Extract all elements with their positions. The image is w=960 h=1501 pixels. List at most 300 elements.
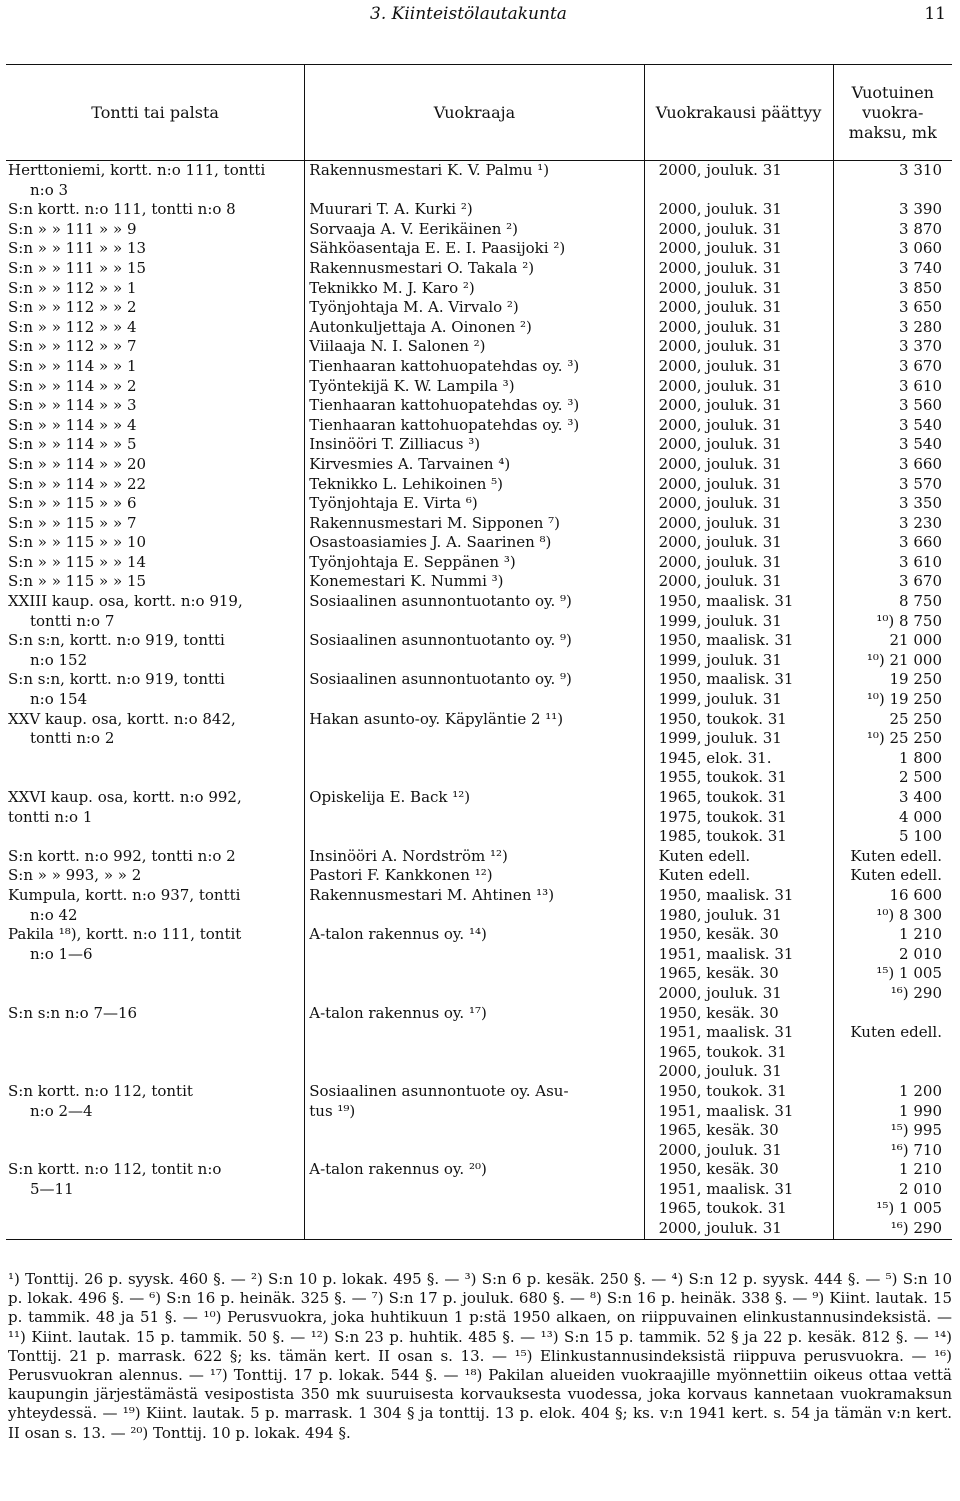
rent-cell-line: 2 010 (899, 1179, 942, 1198)
plot-cell-line: S:n » » 112 » » 7 (8, 337, 137, 356)
plot-cell-line: tontti n:o 1 (8, 807, 93, 826)
plot-cell (6, 161, 305, 201)
tenant-cell-line: Sorvaaja A. V. Eerikäinen ²) (309, 219, 519, 238)
period-cell-line: 1950, toukok. 31 (658, 709, 787, 728)
rent-cell-line: 3 310 (899, 161, 942, 179)
table-row (6, 1082, 952, 1160)
plot-cell-line: n:o 2—4 (30, 1101, 93, 1120)
column-header-rent: Vuotuinen vuokra- maksu, mk (833, 65, 952, 161)
tenant-cell (305, 925, 644, 1003)
tenant-cell (305, 239, 644, 259)
rent-cell-line: ¹⁶) 290 (890, 1219, 942, 1238)
table-row (6, 553, 952, 573)
rent-cell-line: 3 230 (899, 513, 942, 532)
period-cell-line: 1955, toukok. 31 (658, 768, 787, 787)
tenant-cell (305, 1004, 644, 1082)
rent-cell-line: 3 540 (899, 435, 942, 454)
rent-cell-line (838, 1004, 942, 1024)
period-cell-line: 2000, jouluk. 31 (658, 317, 782, 336)
rent-cell-line (838, 1062, 942, 1082)
plot-cell (6, 279, 305, 299)
tenant-cell-line: tus ¹⁹) (309, 1101, 356, 1120)
tenant-cell-line: Insinööri A. Nordström ¹²) (309, 846, 508, 865)
rent-cell (833, 396, 952, 416)
tenant-cell (305, 337, 644, 357)
rent-cell-line: 3 740 (899, 258, 942, 277)
tenant-cell-line: Työnjohtaja E. Seppänen ³) (309, 552, 516, 571)
rent-cell-line: ¹⁵) 1 005 (876, 1199, 942, 1218)
period-cell-line: 1951, maalisk. 31 (658, 1023, 794, 1042)
plot-cell-line: S:n kortt. n:o 112, tontit (8, 1081, 193, 1100)
tenant-cell (305, 377, 644, 397)
period-cell (644, 553, 833, 573)
tenant-cell-line: Työnjohtaja E. Virta ⁶) (309, 494, 478, 513)
plot-cell (6, 357, 305, 377)
rent-cell-line: 1 210 (899, 1160, 942, 1179)
period-cell-line: 2000, jouluk. 31 (658, 396, 782, 415)
rent-cell (833, 866, 952, 886)
plot-cell (6, 435, 305, 455)
rent-cell (833, 710, 952, 749)
plot-cell-line: XXVI kaup. osa, kortt. n:o 992, (8, 788, 242, 806)
period-cell (644, 494, 833, 514)
tenant-cell (305, 220, 644, 240)
table-row (6, 592, 952, 631)
period-cell-line: 1980, jouluk. 31 (658, 905, 782, 924)
table-row (6, 279, 952, 299)
plot-cell (6, 200, 305, 220)
period-cell-line: 1975, toukok. 31 (658, 807, 787, 826)
period-cell (644, 592, 833, 631)
tenant-cell-line: Teknikko M. J. Karo ²) (309, 278, 475, 297)
plot-cell-line: XXV kaup. osa, kortt. n:o 842, (8, 709, 236, 728)
period-cell-line: 1965, toukok. 31 (658, 1199, 787, 1218)
plot-cell (6, 396, 305, 416)
rent-cell (833, 749, 952, 847)
rent-cell (833, 220, 952, 240)
table-row (6, 377, 952, 397)
rent-cell (833, 494, 952, 514)
rent-cell (833, 1160, 952, 1239)
tenant-cell (305, 298, 644, 318)
period-cell (644, 572, 833, 592)
table-row (6, 631, 952, 670)
table-row (6, 161, 952, 201)
rent-cell (833, 533, 952, 553)
table-row (6, 318, 952, 338)
period-cell-line: 1945, elok. 31. (658, 748, 772, 767)
period-cell-line: 1950, kesäk. 30 (658, 1160, 779, 1179)
plot-cell (6, 494, 305, 514)
plot-cell (6, 377, 305, 397)
plot-cell-line: tontti n:o 2 (30, 729, 115, 748)
rent-cell-line: 2 010 (899, 944, 942, 963)
period-cell-line: 1950, maalisk. 31 (658, 670, 794, 689)
plot-cell (6, 475, 305, 495)
tenant-cell (305, 553, 644, 573)
rent-cell (833, 1004, 952, 1082)
plot-cell (6, 886, 305, 925)
plot-cell-line: S:n » » 114 » » 3 (8, 396, 137, 415)
rent-cell-line: 3 850 (899, 278, 942, 297)
plot-cell (6, 239, 305, 259)
tenant-cell-line: Insinööri T. Zilliacus ³) (309, 435, 481, 454)
period-cell-line: 2000, jouluk. 31 (658, 1062, 782, 1081)
table-row (6, 1004, 952, 1082)
tenant-cell-line: Rakennusmestari K. V. Palmu ¹) (309, 161, 550, 179)
tenant-cell-line: A-talon rakennus oy. ²⁰) (309, 1160, 487, 1179)
tenant-cell-line: Sosiaalinen asunnontuotanto oy. ⁹) (309, 631, 572, 650)
plot-cell-line: S:n » » 111 » » 15 (8, 258, 147, 277)
plot-cell-line: S:n » » 115 » » 7 (8, 513, 137, 532)
plot-cell (6, 925, 305, 1003)
period-cell (644, 1004, 833, 1082)
plot-cell-line: S:n s:n n:o 7—16 (8, 1003, 138, 1022)
plot-cell-line: S:n s:n, kortt. n:o 919, tontti (8, 631, 225, 650)
tenant-cell (305, 161, 644, 201)
rent-cell (833, 200, 952, 220)
plot-cell (6, 514, 305, 534)
rent-cell (833, 337, 952, 357)
tenant-cell-line: Autonkuljettaja A. Oinonen ²) (309, 317, 532, 336)
plot-cell-line: 5—11 (30, 1179, 74, 1198)
rent-cell-line: ¹⁶) 710 (890, 1140, 942, 1159)
tenant-cell-line: Työnjohtaja M. A. Virvalo ²) (309, 298, 519, 317)
rent-cell (833, 377, 952, 397)
rent-cell-line: 3 870 (899, 219, 942, 238)
plot-cell-line: XXIII kaup. osa, kortt. n:o 919, (8, 592, 243, 611)
table-row (6, 572, 952, 592)
table-row (6, 475, 952, 495)
plot-cell-line: tontti n:o 7 (30, 611, 115, 630)
table-row (6, 710, 952, 749)
rent-cell (833, 847, 952, 867)
period-cell-line: 2000, jouluk. 31 (658, 415, 782, 434)
period-cell (644, 847, 833, 867)
rent-cell-line: 3 660 (899, 533, 942, 552)
tenant-cell-line: A-talon rakennus oy. ¹⁷) (309, 1003, 487, 1022)
tenant-cell-line: Työntekijä K. W. Lampila ³) (309, 376, 515, 395)
tenant-cell-line: Viilaaja N. I. Salonen ²) (309, 337, 486, 356)
period-cell-line: 2000, jouluk. 31 (658, 376, 782, 395)
rent-cell-line: ¹⁰) 19 250 (866, 690, 942, 709)
tenant-cell (305, 670, 644, 709)
plot-cell-line: S:n » » 115 » » 15 (8, 572, 147, 591)
rent-cell-line: 3 540 (899, 415, 942, 434)
table-row (6, 749, 952, 847)
column-header-tenant: Vuokraaja (305, 65, 644, 161)
period-cell-line: 2000, jouluk. 31 (658, 513, 782, 532)
period-cell-line: 2000, jouluk. 31 (658, 494, 782, 513)
rent-cell-line: Kuten edell. (850, 846, 942, 865)
plot-cell (6, 572, 305, 592)
period-cell-line: 1950, kesäk. 30 (658, 1003, 779, 1022)
footnotes (8, 1270, 952, 1443)
plot-cell-line: S:n » » 114 » » 4 (8, 415, 137, 434)
table-row (6, 494, 952, 514)
tenant-cell-line: Osastoasiamies J. A. Saarinen ⁸) (309, 533, 552, 552)
period-cell-line: 1950, toukok. 31 (658, 1081, 787, 1100)
tenant-cell (305, 200, 644, 220)
period-cell-line: 2000, jouluk. 31 (658, 533, 782, 552)
tenant-cell-line: Tienhaaran kattohuopatehdas oy. ³) (309, 356, 580, 375)
rent-cell-line: ¹⁰) 21 000 (866, 650, 942, 669)
plot-cell-line: n:o 152 (30, 650, 88, 669)
tenant-cell (305, 396, 644, 416)
period-cell-line: 1999, jouluk. 31 (658, 611, 782, 630)
plot-cell-line: S:n » » 114 » » 5 (8, 435, 137, 454)
column-header-plot: Tontti tai palsta (6, 65, 305, 161)
plot-cell-line: Pakila ¹⁸), kortt. n:o 111, tontit (8, 925, 242, 944)
rent-cell-line: 25 250 (889, 709, 942, 728)
plot-cell (6, 1004, 305, 1082)
tenant-cell-line: Pastori F. Kankkonen ¹²) (309, 866, 493, 885)
plot-cell-line: S:n » » 112 » » 4 (8, 317, 137, 336)
plot-cell-line: S:n » » 111 » » 9 (8, 219, 137, 238)
period-cell (644, 670, 833, 709)
plot-cell-line: S:n » » 112 » » 2 (8, 298, 137, 317)
plot-cell (6, 847, 305, 867)
tenant-cell-line: A-talon rakennus oy. ¹⁴) (309, 925, 487, 944)
rent-cell-line: 19 250 (889, 670, 942, 689)
plot-cell-line: S:n kortt. n:o 112, tontit n:o (8, 1160, 222, 1179)
page-header (0, 0, 960, 30)
tenant-cell-line: Kirvesmies A. Tarvainen ⁴) (309, 454, 511, 473)
table-header-row (6, 65, 952, 161)
table-row (6, 925, 952, 1003)
period-cell-line: 2000, jouluk. 31 (658, 1219, 782, 1238)
period-cell-line: 1950, kesäk. 30 (658, 925, 779, 944)
table-row (6, 396, 952, 416)
period-cell (644, 1160, 833, 1239)
table-row (6, 670, 952, 709)
table-row (6, 298, 952, 318)
rent-cell-line: Kuten edell. (850, 1023, 942, 1042)
plot-cell (6, 318, 305, 338)
tenant-cell (305, 435, 644, 455)
tenant-cell (305, 866, 644, 886)
rent-cell (833, 514, 952, 534)
period-cell-line: 1950, maalisk. 31 (658, 885, 794, 904)
rent-cell (833, 239, 952, 259)
plot-cell-line (8, 749, 300, 769)
plot-cell-line: S:n » » 114 » » 2 (8, 376, 137, 395)
rent-cell-line: 3 670 (899, 356, 942, 375)
tenant-cell (305, 1082, 644, 1160)
table-row (6, 259, 952, 279)
rent-cell-line: 3 060 (899, 239, 942, 258)
table-row (6, 455, 952, 475)
plot-cell-line: S:n » » 112 » » 1 (8, 278, 137, 297)
table-row (6, 886, 952, 925)
period-cell (644, 220, 833, 240)
period-cell-line: 1999, jouluk. 31 (658, 729, 782, 748)
plot-cell (6, 749, 305, 847)
footnotes-text: ¹) Tonttij. 26 p. syysk. 460 §. — ²) S:n 10 p. lokak. 495 §. — ³) S:n 6 p. kesäk. 250 §. — ⁴) S:n 12 p. syysk. 444 §. — ⁵) S:n 10 p. lokak. 496 §. — ⁶) S:n 16 p. heinäk. 325 §. — ⁷) S:n 17 p. jouluk. 680 §. — ⁸) S:n 16 p. heinäk. 338 §. — ⁹) Kiint. lautak. 15 p. tammik. 48 ja 51 §. — ¹⁰) Perusvuokra, joka huhtikuun 1 p:stä 1950 alkaen, on riippuvainen elinkustannusindeksistä. — ¹¹) Kiint. lautak. 15 p. tammik. 50 §. — ¹²) S:n 23 p. huhtik. 485 §. — ¹³) S:n 15 p. tammik. 52 § ja 22 p. kesäk. 812 §. — ¹⁴) Tonttij. 21 p. marrask. 622 §; ks. tämän kert. II osan s. 13. — ¹⁵) Elinkustannusindeksistä riippuva perusvuokra. — ¹⁶) Perusvuokran alennus. — ¹⁷) Tonttij. 17 p. lokak. 544 §. — ¹⁸) Pakilan alueiden vuokraajille myönnettiin oikeus ottaa vettä kaupungin järjestämästä vesipostista 350 mk suuruisesta korvauksesta vuodessa, joka korvaus kannetaan vuokramaksun yhteydessä. — ¹⁹) Kiint. lautak. 5 p. marrask. 1 304 § ja tonttij. 13 p. elok. 404 §; ks. v:n 1941 kert. s. 54 ja tämän v:n kert. II osan s. 13. — ²⁰) Tonttij. 10 p. lokak. 494 §. (8, 1270, 952, 1442)
period-cell (644, 514, 833, 534)
tenant-cell (305, 279, 644, 299)
plot-cell (6, 866, 305, 886)
tenant-cell (305, 1160, 644, 1239)
period-cell-line: 2000, jouluk. 31 (658, 161, 782, 179)
plot-cell-line: Herttoniemi, kortt. n:o 111, tontti (8, 161, 266, 179)
tenant-cell (305, 416, 644, 436)
tenant-cell-line: Opiskelija E. Back ¹²) (309, 788, 471, 806)
rent-cell (833, 592, 952, 631)
period-cell-line: 2000, jouluk. 31 (658, 356, 782, 375)
tenant-cell (305, 259, 644, 279)
period-cell-line: 2000, jouluk. 31 (658, 200, 782, 219)
period-cell-line: 2000, jouluk. 31 (658, 454, 782, 473)
plot-cell (6, 1160, 305, 1239)
tenant-cell (305, 475, 644, 495)
tenant-cell-line: Tienhaaran kattohuopatehdas oy. ³) (309, 396, 580, 415)
rent-cell-line: 3 390 (899, 200, 942, 219)
column-header-period: Vuokrakausi päättyy (644, 65, 833, 161)
rent-cell-line: 3 650 (899, 298, 942, 317)
rent-cell (833, 572, 952, 592)
period-cell (644, 161, 833, 201)
period-cell (644, 416, 833, 436)
table-row (6, 239, 952, 259)
rent-cell (833, 553, 952, 573)
plot-cell-line: S:n » » 115 » » 10 (8, 533, 147, 552)
rent-cell (833, 475, 952, 495)
table-row (6, 866, 952, 886)
rent-cell-line: 8 750 (899, 592, 942, 611)
period-cell (644, 749, 833, 847)
period-cell-line: 1950, maalisk. 31 (658, 631, 794, 650)
period-cell (644, 259, 833, 279)
period-cell (644, 396, 833, 416)
rent-cell-line: 1 990 (899, 1101, 942, 1120)
tenant-cell (305, 592, 644, 631)
period-cell-line: 2000, jouluk. 31 (658, 298, 782, 317)
period-cell-line: 2000, jouluk. 31 (658, 983, 782, 1002)
period-cell-line: 1965, toukok. 31 (658, 788, 787, 806)
period-cell-line: 1965, toukok. 31 (658, 1042, 787, 1061)
tenant-cell-line: Rakennusmestari O. Takala ²) (309, 258, 535, 277)
rent-cell (833, 318, 952, 338)
tenant-cell (305, 533, 644, 553)
period-cell-line: 2000, jouluk. 31 (658, 474, 782, 493)
rent-cell (833, 298, 952, 318)
period-cell-line: 2000, jouluk. 31 (658, 239, 782, 258)
plot-cell-line: S:n » » 114 » » 20 (8, 454, 147, 473)
rent-cell (833, 886, 952, 925)
period-cell-line: 2000, jouluk. 31 (658, 337, 782, 356)
plot-cell (6, 455, 305, 475)
tenant-cell-line: Sähköasentaja E. E. I. Paasijoki ²) (309, 239, 566, 258)
tenant-cell (305, 572, 644, 592)
rent-cell-line: 1 200 (899, 1081, 942, 1100)
rent-cell (833, 161, 952, 201)
rent-cell-line: 3 660 (899, 454, 942, 473)
table-row (6, 200, 952, 220)
table-row (6, 1160, 952, 1239)
page-number: 11 (924, 4, 946, 24)
tenant-cell (305, 514, 644, 534)
plot-cell (6, 220, 305, 240)
rent-cell (833, 925, 952, 1003)
period-cell-line: 1951, maalisk. 31 (658, 944, 794, 963)
tenant-cell (305, 749, 644, 847)
rent-cell-line: 4 000 (899, 807, 942, 826)
period-cell (644, 239, 833, 259)
table-row (6, 357, 952, 377)
period-cell (644, 475, 833, 495)
period-cell (644, 533, 833, 553)
period-cell (644, 337, 833, 357)
table-body (6, 161, 952, 1240)
period-cell-line: 1965, kesäk. 30 (658, 964, 779, 983)
period-cell (644, 298, 833, 318)
rent-cell (833, 279, 952, 299)
tenant-cell-line: Tienhaaran kattohuopatehdas oy. ³) (309, 415, 580, 434)
plot-cell-line: S:n » » 114 » » 1 (8, 356, 137, 375)
table-row (6, 533, 952, 553)
tenant-cell-line: Sosiaalinen asunnontuote oy. Asu- (309, 1081, 569, 1100)
plot-cell-line: S:n » » 114 » » 22 (8, 474, 147, 493)
period-cell (644, 318, 833, 338)
tenant-cell-line: Sosiaalinen asunnontuotanto oy. ⁹) (309, 592, 572, 611)
rent-cell (833, 435, 952, 455)
plot-cell (6, 670, 305, 709)
table-row (6, 337, 952, 357)
lease-table (6, 64, 952, 1240)
rent-cell-line: 3 400 (899, 788, 942, 806)
period-cell (644, 357, 833, 377)
period-cell (644, 710, 833, 749)
rent-cell-line: ¹⁵) 995 (890, 1121, 942, 1140)
period-cell-line: 2000, jouluk. 31 (658, 219, 782, 238)
tenant-cell-line: Teknikko L. Lehikoinen ⁵) (309, 474, 504, 493)
period-cell-line: 2000, jouluk. 31 (658, 1140, 782, 1159)
rent-cell (833, 1082, 952, 1160)
rent-cell-line: 3 610 (899, 376, 942, 395)
tenant-cell (305, 886, 644, 925)
section-title: 3. Kiinteistölautakunta (370, 4, 567, 24)
rent-cell-line: 5 100 (899, 827, 942, 846)
period-cell-line: 2000, jouluk. 31 (658, 552, 782, 571)
plot-cell-line: S:n » » 111 » » 13 (8, 239, 147, 258)
tenant-cell (305, 710, 644, 749)
period-cell-line: 2000, jouluk. 31 (658, 435, 782, 454)
plot-cell (6, 337, 305, 357)
plot-cell-line: n:o 42 (30, 905, 78, 924)
plot-cell-line: S:n kortt. n:o 992, tontti n:o 2 (8, 846, 236, 865)
rent-cell-line: 3 670 (899, 572, 942, 591)
rent-cell-line: 3 610 (899, 552, 942, 571)
plot-cell (6, 259, 305, 279)
period-cell-line: 1999, jouluk. 31 (658, 690, 782, 709)
rent-cell (833, 357, 952, 377)
tenant-cell-line (309, 749, 639, 769)
period-cell (644, 377, 833, 397)
plot-cell (6, 533, 305, 553)
table-row (6, 416, 952, 436)
tenant-cell (305, 455, 644, 475)
period-cell-line: 2000, jouluk. 31 (658, 572, 782, 591)
rent-cell (833, 455, 952, 475)
period-cell-line: Kuten edell. (658, 846, 751, 865)
rent-cell-line: 3 570 (899, 474, 942, 493)
tenant-cell-line: Sosiaalinen asunnontuotanto oy. ⁹) (309, 670, 572, 689)
plot-cell-line: n:o 154 (30, 690, 88, 709)
period-cell (644, 886, 833, 925)
rent-cell (833, 259, 952, 279)
plot-cell (6, 1082, 305, 1160)
